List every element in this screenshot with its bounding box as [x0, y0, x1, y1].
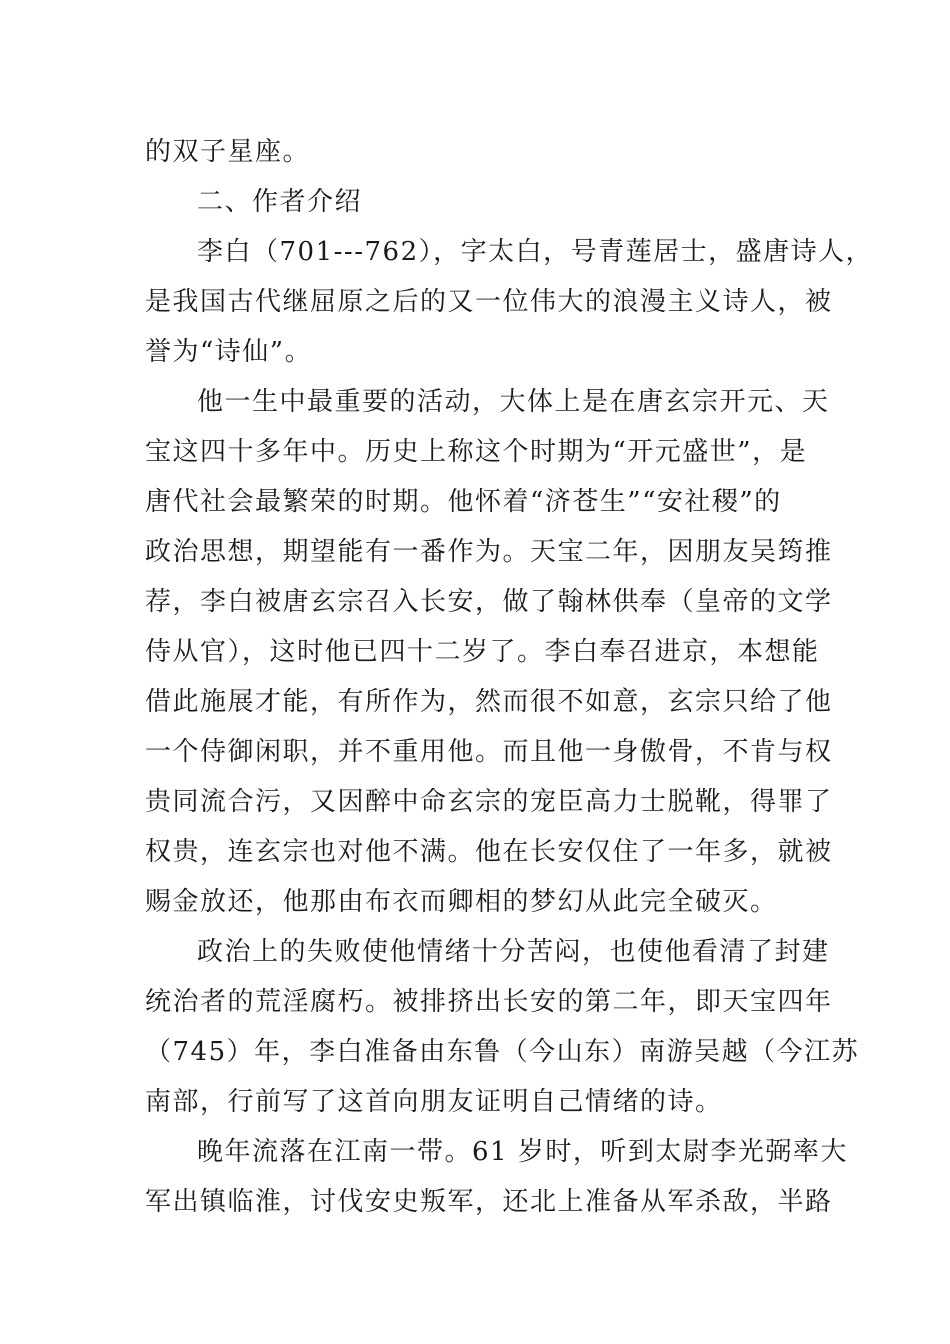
text-line: 借此施展才能，有所作为，然而很不如意，玄宗只给了他 [145, 687, 833, 717]
text-line: 誉为“诗仙”。 [145, 337, 313, 367]
text-line: 贵同流合污，又因醉中命玄宗的宠臣高力士脱靴，得罪了 [145, 787, 833, 817]
text-line: （745）年，李白准备由东鲁（今山东）南游吴越（今江苏 [145, 1037, 860, 1067]
text-line: 荐，李白被唐玄宗召入长安，做了翰林供奉（皇帝的文学 [145, 587, 833, 617]
text-line: 是我国古代继屈原之后的又一位伟大的浪漫主义诗人，被 [145, 287, 833, 317]
text-line: 南部，行前写了这首向朋友证明自己情绪的诗。 [145, 1087, 723, 1117]
text-line: 一个侍御闲职，并不重用他。而且他一身傲骨，不肯与权 [145, 737, 833, 767]
text-line: 军出镇临淮，讨伐安史叛军，还北上准备从军杀敌，半路 [145, 1187, 833, 1217]
text-line: 宝这四十多年中。历史上称这个时期为“开元盛世”，是 [145, 437, 808, 467]
text-line: 统治者的荒淫腐朽。被排挤出长安的第二年，即天宝四年 [145, 987, 833, 1017]
text-line: 的双子星座。 [145, 137, 311, 167]
text-line: 政治思想，期望能有一番作为。天宝二年，因朋友吴筠推 [145, 537, 833, 567]
text-line: 晚年流落在江南一带。61 岁时，听到太尉李光弼率大 [197, 1137, 848, 1167]
text-line: 他一生中最重要的活动，大体上是在唐玄宗开元、天 [197, 387, 830, 417]
text-line: 赐金放还，他那由布衣而卿相的梦幻从此完全破灭。 [145, 887, 778, 917]
text-line: 唐代社会最繁荣的时期。他怀着“济苍生”“安社稷”的 [145, 487, 782, 517]
text-line: 权贵，连玄宗也对他不满。他在长安仅住了一年多，就被 [145, 837, 833, 867]
text-line: 李白（701---762），字太白，号青莲居士，盛唐诗人， [197, 237, 874, 267]
text-line: 侍从官），这时他已四十二岁了。李白奉召进京，本想能 [145, 637, 820, 667]
section-heading: 二、作者介绍 [197, 187, 363, 217]
text-line: 政治上的失败使他情绪十分苦闷，也使他看清了封建 [197, 937, 830, 967]
